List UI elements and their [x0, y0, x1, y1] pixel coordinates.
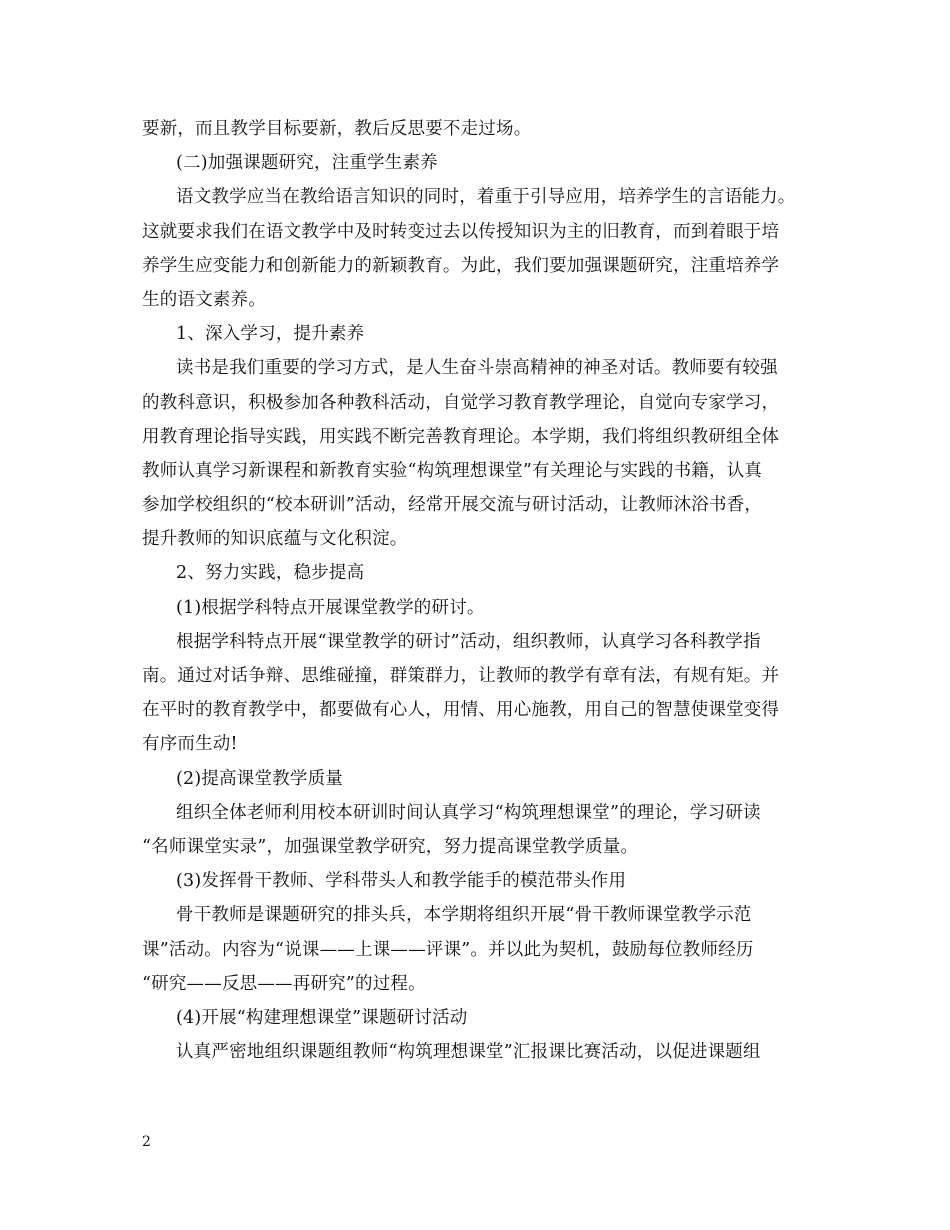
text-line: “名师课堂实录”，加强课堂教学研究，努力提高课堂教学质量。 [142, 836, 639, 857]
text-line: “研究——反思——再研究”的过程。 [142, 973, 426, 994]
text-line: 有序而生动! [142, 734, 238, 755]
text-line: (2)提高课堂教学质量 [176, 768, 343, 789]
text-line: 养学生应变能力和创新能力的新颖教育。为此，我们要加强课题研究，注重培养学 [142, 255, 780, 276]
document-body [142, 112, 842, 1069]
text-line: (4)开展“构建理想课堂”课题研讨活动 [176, 1007, 468, 1028]
text-line: 这就要求我们在语文教学中及时转变过去以传授知识为主的旧教育，而到着眼于培 [142, 221, 780, 242]
text-line: 南。通过对话争辩、思维碰撞，群策群力，让教师的教学有章有法，有规有矩。并 [142, 666, 780, 686]
text-line: 用教育理论指导实践，用实践不断完善教育理论。本学期，我们将组织教研组全体 [142, 426, 780, 447]
text-line: 根据学科特点开展“课堂教学的研讨”活动，组织教师，认真学习各科教学指 [176, 631, 761, 652]
text-line: 组织全体老师利用校本研训时间认真学习“构筑理想课堂”的理论，学习研读 [176, 802, 761, 823]
text-line: 的教科意识，积极参加各种教科活动，自觉学习教育教学理论，自觉向专家学习， [142, 392, 780, 413]
text-line: 认真严密地组织课题组教师“构筑理想课堂”汇报课比赛活动，以促进课题组 [176, 1042, 761, 1063]
page-number: 2 [142, 1134, 151, 1150]
text-line: 在平时的教育教学中，都要做有心人，用情、用心施教，用自己的智慧使课堂变得 [142, 700, 780, 721]
text-line: (二)加强课题研究，注重学生素养 [176, 153, 438, 174]
text-line: (3)发挥骨干教师、学科带头人和教学能手的模范带头作用 [176, 871, 627, 892]
text-line: (1)根据学科特点开展课堂教学的研讨。 [176, 597, 485, 618]
text-line: 读书是我们重要的学习方式，是人生奋斗崇高精神的神圣对话。教师要有较强 [176, 358, 778, 379]
text-line: 语文教学应当在教给语言知识的同时，着重于引导应用，培养学生的言语能力。 [176, 187, 796, 208]
text-line: 教师认真学习新课程和新教育实验“构筑理想课堂”有关理论与实践的书籍，认真 [142, 460, 763, 481]
text-line: 提升教师的知识底蕴与文化积淀。 [142, 529, 408, 550]
text-line: 要新，而且教学目标要新，教后反思要不走过场。 [142, 119, 532, 139]
text-line: 参加学校组织的“校本研训”活动，经常开展交流与研讨活动，让教师沐浴书香， [142, 495, 763, 516]
text-line: 生的语文素养。 [142, 289, 266, 310]
text-line: 课”活动。内容为“说课——上课——评课”。并以此为契机，鼓励每位教师经历 [142, 939, 754, 960]
text-line: 1、深入学习，提升素养 [176, 324, 365, 345]
text-line: 2、努力实践，稳步提高 [176, 563, 365, 584]
text-line: 骨干教师是课题研究的排头兵，本学期将组织开展“骨干教师课堂教学示范 [176, 905, 752, 926]
